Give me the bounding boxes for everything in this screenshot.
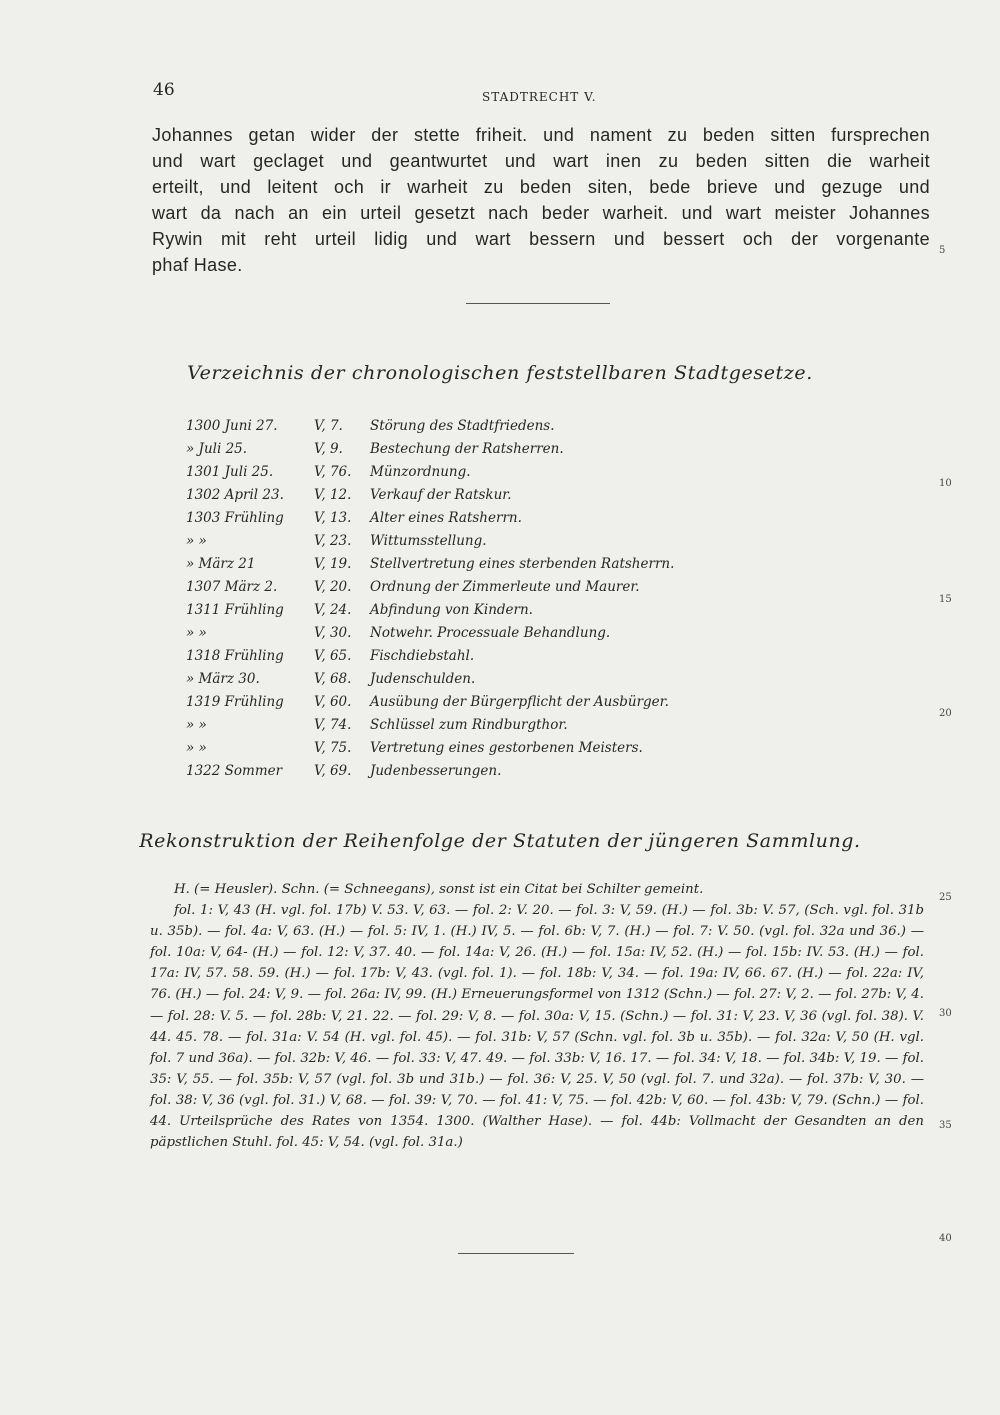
entry-date: » » — [186, 717, 207, 733]
entry-title: Judenbesserungen. — [370, 763, 502, 779]
entry-title: Notwehr. Processuale Behandlung. — [370, 625, 611, 641]
entry-ref: V, 7. — [314, 418, 343, 434]
entry-title: Bestechung der Ratsherren. — [370, 441, 564, 457]
entry-title: Wittumsstellung. — [370, 533, 487, 549]
entry-title: Ordnung der Zimmerleute und Maurer. — [370, 579, 640, 595]
entry-date: » Juli 25. — [186, 441, 248, 457]
intro-paragraph — [152, 122, 930, 278]
entry-title: Alter eines Ratsherrn. — [370, 510, 522, 526]
entry-date: 1301 Juli 25. — [186, 464, 274, 480]
entry-ref: V, 75. — [314, 740, 352, 756]
text-line: und wart geclaget und geantwurtet und wart inen zu beden sitten die warheit — [152, 151, 930, 171]
entry-title: Störung des Stadtfriedens. — [370, 418, 555, 434]
margin-line-number: 20 — [939, 708, 952, 719]
entry-ref: V, 76. — [314, 464, 352, 480]
text-line: Johannes getan wider der stette friheit. und nament zu beden sitten fursprechen — [152, 125, 930, 145]
entry-ref: V, 12. — [314, 487, 352, 503]
entry-date: 1303 Frühling — [186, 510, 284, 526]
entry-date: 1302 April 23. — [186, 487, 284, 503]
entry-date: 1322 Sommer — [186, 763, 283, 779]
margin-line-number: 35 — [939, 1120, 952, 1131]
entry-ref: V, 65. — [314, 648, 352, 664]
entry-date: 1318 Frühling — [186, 648, 284, 664]
entry-ref: V, 13. — [314, 510, 352, 526]
entry-date: » März 30. — [186, 671, 260, 687]
entry-ref: V, 60. — [314, 694, 352, 710]
folio-list: fol. 1: V, 43 (H. vgl. fol. 17b) V. 53. V, 63. — fol. 2: V. 20. — fol. 3: V, 59. (H.) — fol. 3b: V. 57, (Sch. vgl. fol. 31b u. 35b). — fol. 4a: V, 63. (H.) — fol. 5: IV, 1. (H.) IV, 5. — fol. 6b: V, 7. (H.) — fol. 7: V. 50. (vgl. fol. 32a und 36.) — fol. 10a: V, 64- (H.) — fol. 12: V, 37. 40. — fol. 14a: V, 26. (H.) — fol. 15a: IV, 52. (H.) — fol. 15b: IV. 53. (H.) — fol. 17a: IV, 57. 58. 59. (H.) — fol. 17b: V, 43. (vgl. fol. 1). — fol. 18b: V, 34. — fol. 19a: IV, 66. 67. (H.) — fol. 22a: IV, 76. (H.) — fol. 24: V, 9. — fol. 26a: IV, 99. (H.) Erneuerungsformel von 1312 (Schn.) — fol. 27: V, 2. — fol. 27b: V, 4. — fol. 28: V. 5. — fol. 28b: V, 21. 22. — fol. 29: V, 8. — fol. 30a: V, 15. (Schn.) — fol. 31: V, 23. V, 36 (vgl. fol. 38). V. 44. 45. 78. — fol. 31a: V. 54 (H. vgl. fol. 45). — fol. 31b: V, 57 (Schn. vgl. fol. 3b u. 35b). — fol. 32a: V, 50 (H. vgl. fol. 7 und 36a). — fol. 32b: V, 46. — fol. 33: V, 47. 49. — fol. 33b: V, 16. 17. — fol. 34: V, 18. — fol. 34b: V, 19. — fol. 35: V, 55. — fol. 35b: V, 57 (vgl. fol. 3b und 31b.) — fol. 36: V, 25. V, 50 (vgl. fol. 7. und 32a). — fol. 37b: V, 30. — fol. 38: V, 36 (vgl. fol. 31.) V, 68. — fol. 39: V, 70. — fol. 41: V, 75. — fol. 42b: V, 60. — fol. 43b: V, 79. (Schn.) — fol. 44. Urteilsprüche des Rates von 1354. 1300. (Walther Hase). — fol. 44b: Vollmacht der Gesandten an den päpstlichen Stuhl. fol. 45: V, 54. (vgl. fol. 31a.) — [150, 903, 924, 1151]
entry-date: 1307 März 2. — [186, 579, 278, 595]
text-line: Rywin mit reht urteil lidig und wart bessern und bessert och der vorgenante — [152, 229, 930, 249]
entry-ref: V, 19. — [314, 556, 352, 572]
entry-title: Vertretung eines gestorbenen Meisters. — [370, 740, 643, 756]
entry-title: Fischdiebstahl. — [370, 648, 475, 664]
entry-ref: V, 30. — [314, 625, 352, 641]
section-divider — [458, 1253, 574, 1254]
entry-ref: V, 74. — [314, 717, 352, 733]
margin-line-number: 25 — [939, 892, 952, 903]
section-divider — [466, 303, 610, 304]
entry-date: » » — [186, 533, 207, 549]
entry-title: Stellvertretung eines sterbenden Ratsherrn. — [370, 556, 675, 572]
margin-line-number: 30 — [939, 1008, 952, 1019]
margin-line-number: 40 — [939, 1233, 952, 1244]
entry-ref: V, 24. — [314, 602, 352, 618]
entry-title: Münzordnung. — [370, 464, 471, 480]
margin-line-number: 10 — [939, 478, 952, 489]
reconstruction-heading: Rekonstruktion der Reihenfolge der Statuten der jüngeren Sammlung. — [139, 830, 861, 852]
margin-line-number: 5 — [939, 245, 946, 256]
entry-title: Ausübung der Bürgerpflicht der Ausbürger. — [370, 694, 669, 710]
abbreviation-note: H. (= Heusler). Schn. (= Schneegans), sonst ist ein Citat bei Schilter gemeint. — [174, 882, 704, 897]
text-line: wart da nach an ein urteil gesetzt nach beder warheit. und wart meister Johannes — [152, 203, 930, 223]
entry-date: » » — [186, 740, 207, 756]
reconstruction-body — [150, 879, 924, 1153]
entry-title: Judenschulden. — [370, 671, 476, 687]
entry-title: Verkauf der Ratskur. — [370, 487, 512, 503]
entry-date: 1319 Frühling — [186, 694, 284, 710]
entry-date: 1311 Frühling — [186, 602, 284, 618]
entry-ref: V, 68. — [314, 671, 352, 687]
entry-title: Schlüssel zum Rindburgthor. — [370, 717, 568, 733]
entry-date: » » — [186, 625, 207, 641]
entry-ref: V, 23. — [314, 533, 352, 549]
entry-date: » März 21 — [186, 556, 256, 572]
entry-ref: V, 20. — [314, 579, 352, 595]
text-line: erteilt, und leitent och ir warheit zu beden siten, bede brieve und gezuge und — [152, 177, 930, 197]
page-number: 46 — [153, 80, 175, 100]
entry-ref: V, 9. — [314, 441, 343, 457]
margin-line-number: 15 — [939, 594, 952, 605]
entry-date: 1300 Juni 27. — [186, 418, 278, 434]
text-line: phaf Hase. — [152, 255, 243, 275]
chronology-heading: Verzeichnis der chronologischen feststellbaren Stadtgesetze. — [187, 362, 813, 384]
entry-title: Abfindung von Kindern. — [370, 602, 533, 618]
entry-ref: V, 69. — [314, 763, 352, 779]
running-title: STADTRECHT V. — [482, 90, 597, 104]
